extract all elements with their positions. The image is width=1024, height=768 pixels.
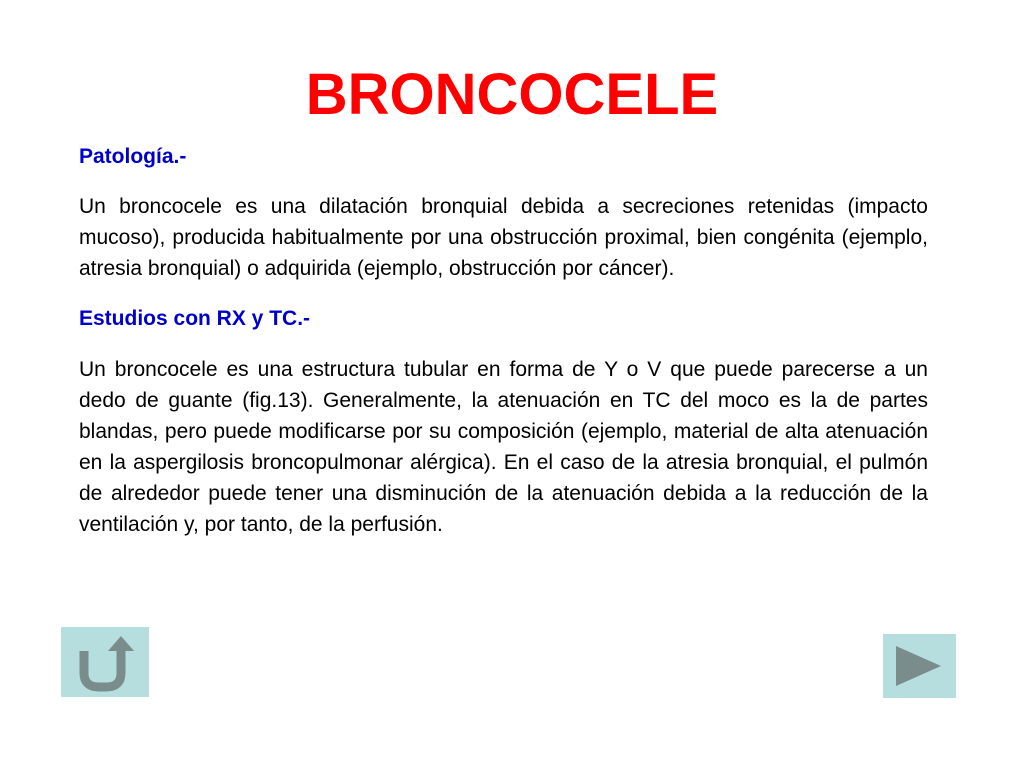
section-heading-patologia: Patología.-: [79, 145, 187, 168]
back-button[interactable]: [61, 627, 149, 697]
play-forward-icon: [883, 634, 956, 698]
section-text-patologia: Un broncocele es una dilatación bronquial debida a secreciones retenidas (impacto mucoso), producida habitualmente por una obstrucción proximal, bien congénita (ejemplo, atresia bronquial) o adquirida (ejemplo, obstrucción por cáncer).: [79, 195, 928, 280]
slide-title: BRONCOCELE: [305, 62, 719, 127]
section-heading-estudios: Estudios con RX y TC.-: [79, 307, 311, 330]
u-turn-back-icon: [61, 627, 149, 697]
next-button[interactable]: [883, 634, 956, 698]
section-text-estudios: Un broncocele es una estructura tubular en forma de Y o V que puede parecerse a un dedo de guante (fig.13). Generalmente, la atenuación en TC del moco es la de partes blandas, pero puede modificarse por su composición (ejemplo, material de alta atenuación en la aspergilosis broncopulmonar alérgica). En el caso de la atresia bronquial, el pulmón de alrededor puede tener una disminución de la atenuación debida a la reducción de la ventilación y, por tanto, de la perfusión.: [79, 358, 928, 536]
slide-content: [79, 140, 928, 540]
